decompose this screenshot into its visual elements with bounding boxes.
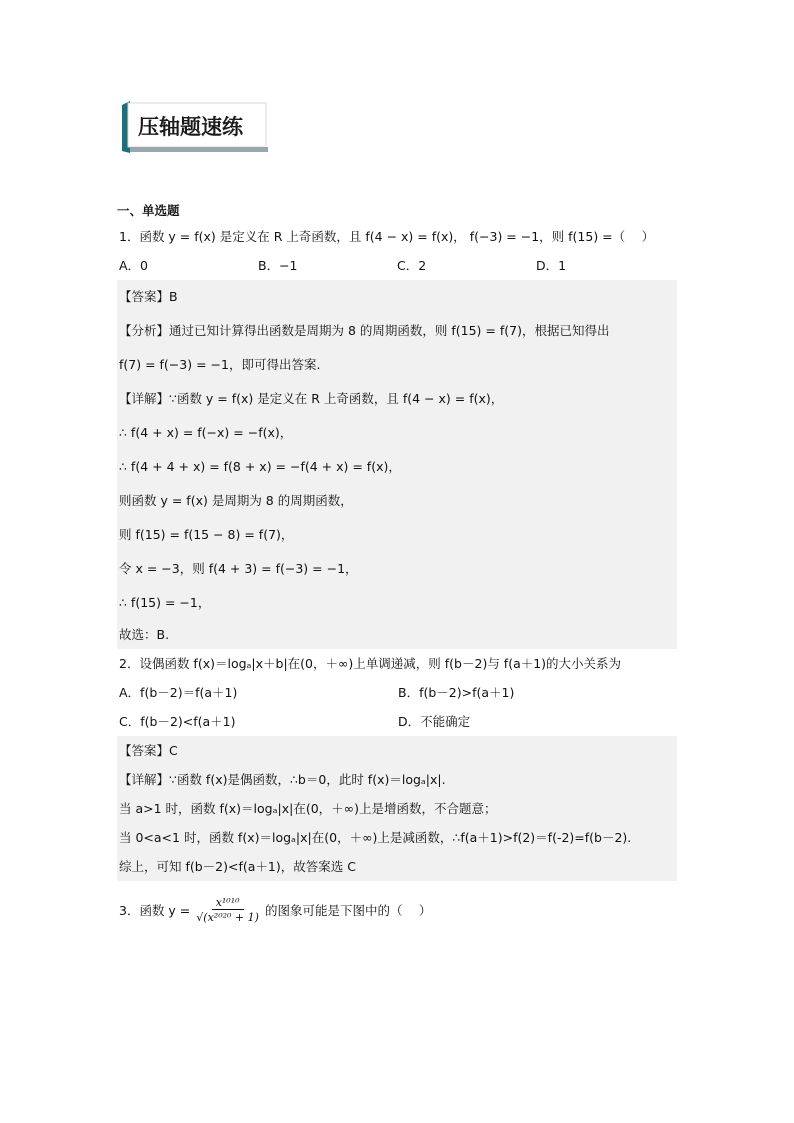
q1-detail-line: 令 x = −3，则 f(4 + 3) = f(−3) = −1， xyxy=(119,561,358,576)
q1-detail-line: 故选：B. xyxy=(119,627,170,642)
q2-detail-line: 【详解】∵函数 f(x)是偶函数，∴b＝0，此时 f(x)＝logₐ|x|. xyxy=(119,772,446,787)
q1-option-d: D．1 xyxy=(536,258,567,273)
q1-analysis-line-2: f(7) = f(−3) = −1，即可得出答案. xyxy=(119,357,321,372)
q3-numerator: x¹⁰¹⁰ xyxy=(212,896,244,910)
q1-detail-line: 【详解】∵函数 y = f(x) 是定义在 R 上奇函数，且 f(4 − x) = f(x)， xyxy=(119,391,504,406)
q3-prefix: 3．函数 y = xyxy=(119,903,191,918)
section-banner xyxy=(122,101,268,153)
q1-option-b: B．−1 xyxy=(258,258,298,273)
q2-detail-line: 综上，可知 f(b－2)<f(a＋1)，故答案选 C xyxy=(119,859,356,874)
document-body xyxy=(117,200,677,935)
q3-denominator: √(x²⁰²⁰ + 1) xyxy=(196,911,259,924)
q2-option-a: A．f(b－2)＝f(a＋1) xyxy=(119,685,238,700)
q1-answer: 【答案】B xyxy=(119,289,178,304)
q1-detail-line: ∴ f(4 + x) = f(−x) = −f(x)， xyxy=(119,425,293,440)
q1-detail-line: ∴ f(15) = −1， xyxy=(119,595,211,610)
question-1-stem: 1．函数 y = f(x) 是定义在 R 上奇函数，且 f(4 − x) = f(x)， f(−3) = −1，则 f(15) =（ ） xyxy=(119,229,655,244)
q1-analysis-line-1: 【分析】通过已知计算得出函数是周期为 8 的周期函数，则 f(15) = f(7)，根据已知得出 xyxy=(119,323,610,338)
q1-detail-line: ∴ f(4 + 4 + x) = f(8 + x) = −f(4 + x) = f(x)， xyxy=(119,459,401,474)
question-2-solution xyxy=(117,736,677,881)
q2-option-d: D．不能确定 xyxy=(398,714,471,729)
question-1-options xyxy=(117,251,677,280)
banner-title: 压轴题速练 xyxy=(138,115,243,139)
q2-detail-line: 当 a>1 时，函数 f(x)＝logₐ|x|在(0，＋∞)上是增函数，不合题意； xyxy=(119,801,497,816)
question-2-options-row-1 xyxy=(117,678,677,707)
q2-detail-line: 当 0<a<1 时，函数 f(x)＝logₐ|x|在(0，＋∞)上是减函数，∴f(a＋1)>f(2)＝f(-2)=f(b－2). xyxy=(119,830,632,845)
question-2-stem: 2．设偶函数 f(x)＝logₐ|x＋b|在(0，＋∞)上单调递减，则 f(b－2)与 f(a＋1)的大小关系为 xyxy=(119,656,622,671)
q1-detail-line: 则 f(15) = f(15 − 8) = f(7)， xyxy=(119,527,294,542)
q3-fraction xyxy=(192,896,263,924)
q3-suffix: 的图象可能是下图中的（ ） xyxy=(264,903,432,918)
q1-option-c: C．2 xyxy=(397,258,427,273)
question-1-solution xyxy=(117,280,677,649)
question-3-stem xyxy=(117,885,677,935)
q1-option-a: A．0 xyxy=(119,258,149,273)
q2-option-b: B．f(b－2)>f(a＋1) xyxy=(398,685,515,700)
section-heading: 一、单选题 xyxy=(117,203,180,218)
q2-answer: 【答案】C xyxy=(119,743,178,758)
banner-graphic xyxy=(122,101,268,153)
question-2-options-row-2 xyxy=(117,707,677,736)
q2-option-c: C．f(b－2)<f(a＋1) xyxy=(119,714,236,729)
q1-detail-line: 则函数 y = f(x) 是周期为 8 的周期函数， xyxy=(119,493,353,508)
